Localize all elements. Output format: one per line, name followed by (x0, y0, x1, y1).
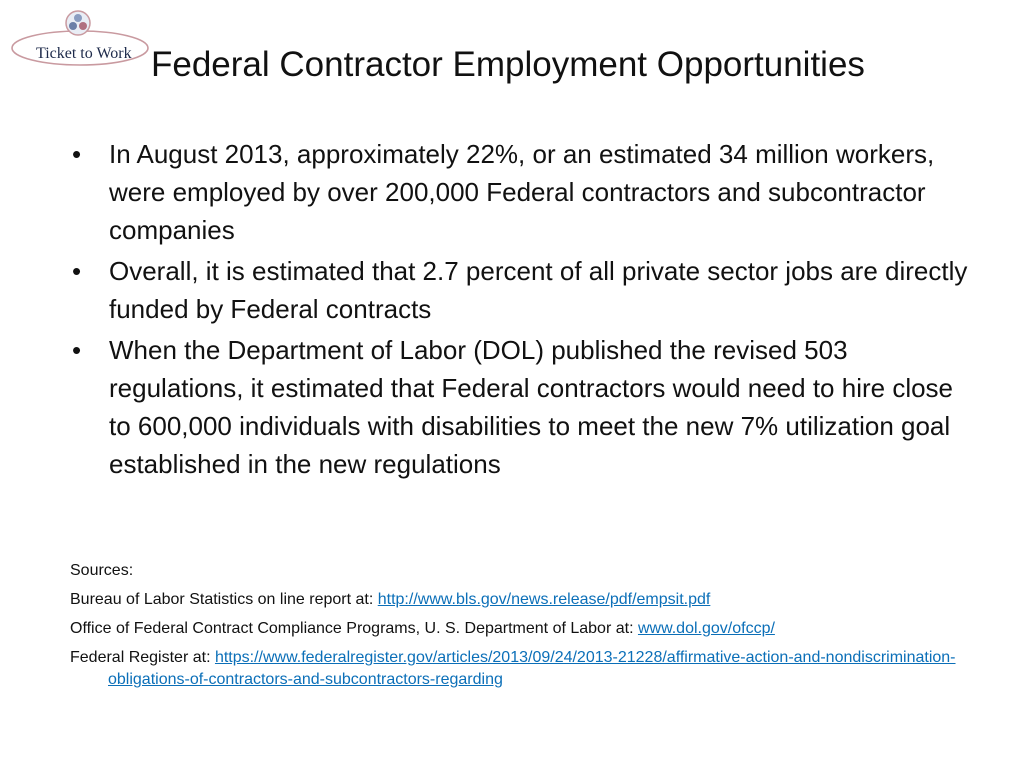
bullet-text: When the Department of Labor (DOL) published the revised 503 regulations, it estimated that Federal contractors would need to hire close to 600,000 individuals with disabilities to meet the new 7% utilization goal established in the new regulations (109, 335, 954, 479)
source-label: Office of Federal Contract Compliance Programs, U. S. Department of Labor at: (70, 620, 638, 637)
sources-section (70, 560, 990, 698)
source-label: Federal Register at: (70, 649, 215, 666)
federal-register-link[interactable]: https://www.federalregister.gov/articles/2013/09/24/2013-21228/affirmative-action-and-nondiscrimination-obligations-of-contractors-and-subcontractors-regarding (108, 649, 956, 688)
bullet-text: Overall, it is estimated that 2.7 percent of all private sector jobs are directly funded by Federal contracts (109, 256, 968, 324)
page-title: Federal Contractor Employment Opportunities (151, 45, 865, 84)
source-item (70, 589, 990, 611)
sources-heading: Sources: (70, 562, 134, 579)
source-item (70, 618, 990, 640)
source-label: Bureau of Labor Statistics on line report at: (70, 591, 378, 608)
bullet-icon: • (72, 256, 82, 286)
list-item (72, 331, 972, 483)
ticket-to-work-logo (10, 8, 150, 68)
list-item (72, 135, 972, 249)
list-item (72, 252, 972, 328)
source-item (70, 647, 990, 691)
bullet-icon: • (72, 139, 82, 169)
logo-text: Ticket to Work (36, 45, 132, 62)
bullet-icon: • (72, 335, 82, 365)
bullet-list (72, 135, 972, 486)
ofccp-link[interactable]: www.dol.gov/ofccp/ (637, 620, 775, 637)
bullet-text: In August 2013, approximately 22%, or an estimated 34 million workers, were employed by over 200,000 Federal contractors and subcontractor companies (109, 139, 935, 245)
bls-link[interactable]: http://www.bls.gov/news.release/pdf/empsit.pdf (377, 591, 711, 608)
